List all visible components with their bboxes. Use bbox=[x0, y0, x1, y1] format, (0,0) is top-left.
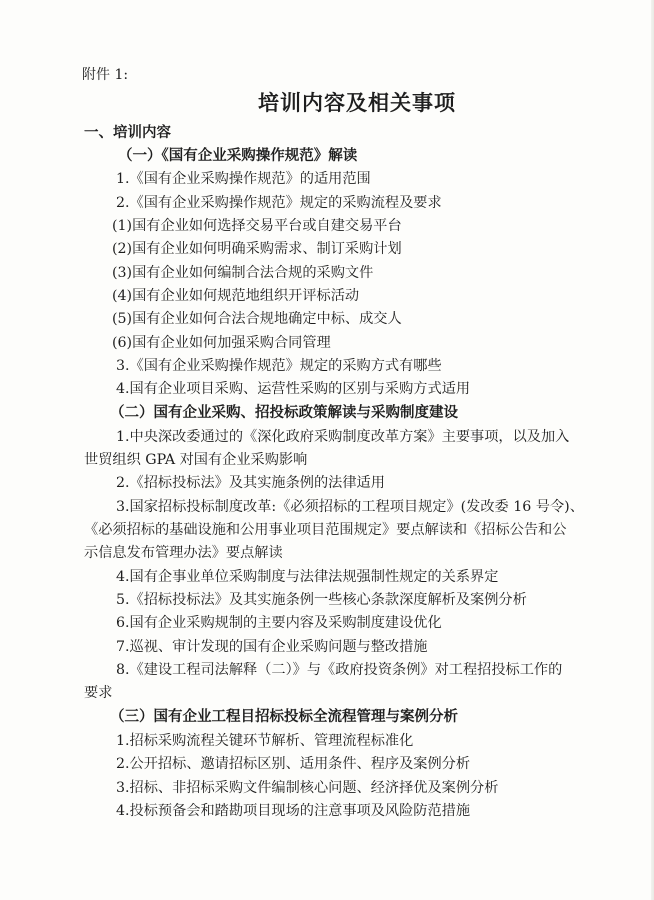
attachment-label: 附件 1: bbox=[82, 67, 129, 83]
subsection-heading-2: （二）国有企业采购、招投标政策解读与采购制度建设 bbox=[110, 404, 458, 421]
list-item: (6)国有企业如何加强采购合同管理 bbox=[112, 335, 331, 351]
list-item: 5.《招标投标法》及其实施条例一些核心条款深度解析及案例分析 bbox=[116, 592, 527, 608]
list-item-continuation: 世贸组织 GPA 对国有企业采购影响 bbox=[84, 452, 308, 468]
list-item: 7.巡视、审计发现的国有企业采购问题与整改措施 bbox=[116, 639, 428, 655]
list-item: 1.中央深改委通过的《深化政府采购制度改革方案》主要事项，以及加入 bbox=[116, 429, 570, 445]
page-title: 培训内容及相关事项 bbox=[258, 90, 456, 115]
list-item-continuation: 要求 bbox=[84, 685, 113, 701]
list-item-continuation: 《必须招标的基础设施和公用事业项目范围规定》要点解读和《招标公告和公 bbox=[84, 522, 567, 538]
list-item: 1.《国有企业采购操作规范》的适用范围 bbox=[116, 171, 371, 187]
list-item: 4.国有企事业单位采购制度与法律法规强制性规定的关系界定 bbox=[116, 569, 499, 585]
subsection-heading-3: （三）国有企业工程目招标投标全流程管理与案例分析 bbox=[110, 708, 458, 725]
list-item: 3.招标、非招标采购文件编制核心问题、经济择优及案例分析 bbox=[116, 780, 499, 796]
list-item: 8.《建设工程司法解释（二）》与《政府投资条例》对工程招投标工作的 bbox=[116, 662, 563, 678]
section-heading: 一、培训内容 bbox=[84, 124, 171, 141]
list-item: 2.《招标投标法》及其实施条例的法律适用 bbox=[116, 475, 385, 491]
list-item: 1.招标采购流程关键环节解析、管理流程标准化 bbox=[116, 733, 414, 749]
list-item: (5)国有企业如何合法合规地确定中标、成交人 bbox=[112, 311, 402, 327]
list-item: 4.国有企业项目采购、运营性采购的区别与采购方式适用 bbox=[116, 381, 471, 397]
list-item: 3.国家招标投标制度改革:《必须招标的工程项目规定》(发改委 16 号令)、 bbox=[116, 499, 584, 515]
list-item: 6.国有企业采购规制的主要内容及采购制度建设优化 bbox=[116, 615, 442, 631]
subsection-heading-1: （一）《国有企业采购操作规范》解读 bbox=[118, 147, 358, 164]
list-item: 3.《国有企业采购操作规范》规定的采购方式有哪些 bbox=[116, 358, 442, 374]
list-item: 2.公开招标、邀请招标区别、适用条件、程序及案例分析 bbox=[116, 756, 471, 772]
list-item: (1)国有企业如何选择交易平台或自建交易平台 bbox=[112, 218, 402, 234]
list-item: (3)国有企业如何编制合法合规的采购文件 bbox=[112, 265, 374, 281]
list-item: 2.《国有企业采购操作规范》规定的采购流程及要求 bbox=[116, 195, 442, 211]
list-item: (2)国有企业如何明确采购需求、制订采购计划 bbox=[112, 241, 402, 257]
list-item: 4.投标预备会和踏勘项目现场的注意事项及风险防范措施 bbox=[116, 803, 471, 819]
list-item: (4)国有企业如何规范地组织开评标活动 bbox=[112, 288, 360, 304]
list-item-continuation: 示信息发布管理办法》要点解读 bbox=[84, 545, 283, 561]
